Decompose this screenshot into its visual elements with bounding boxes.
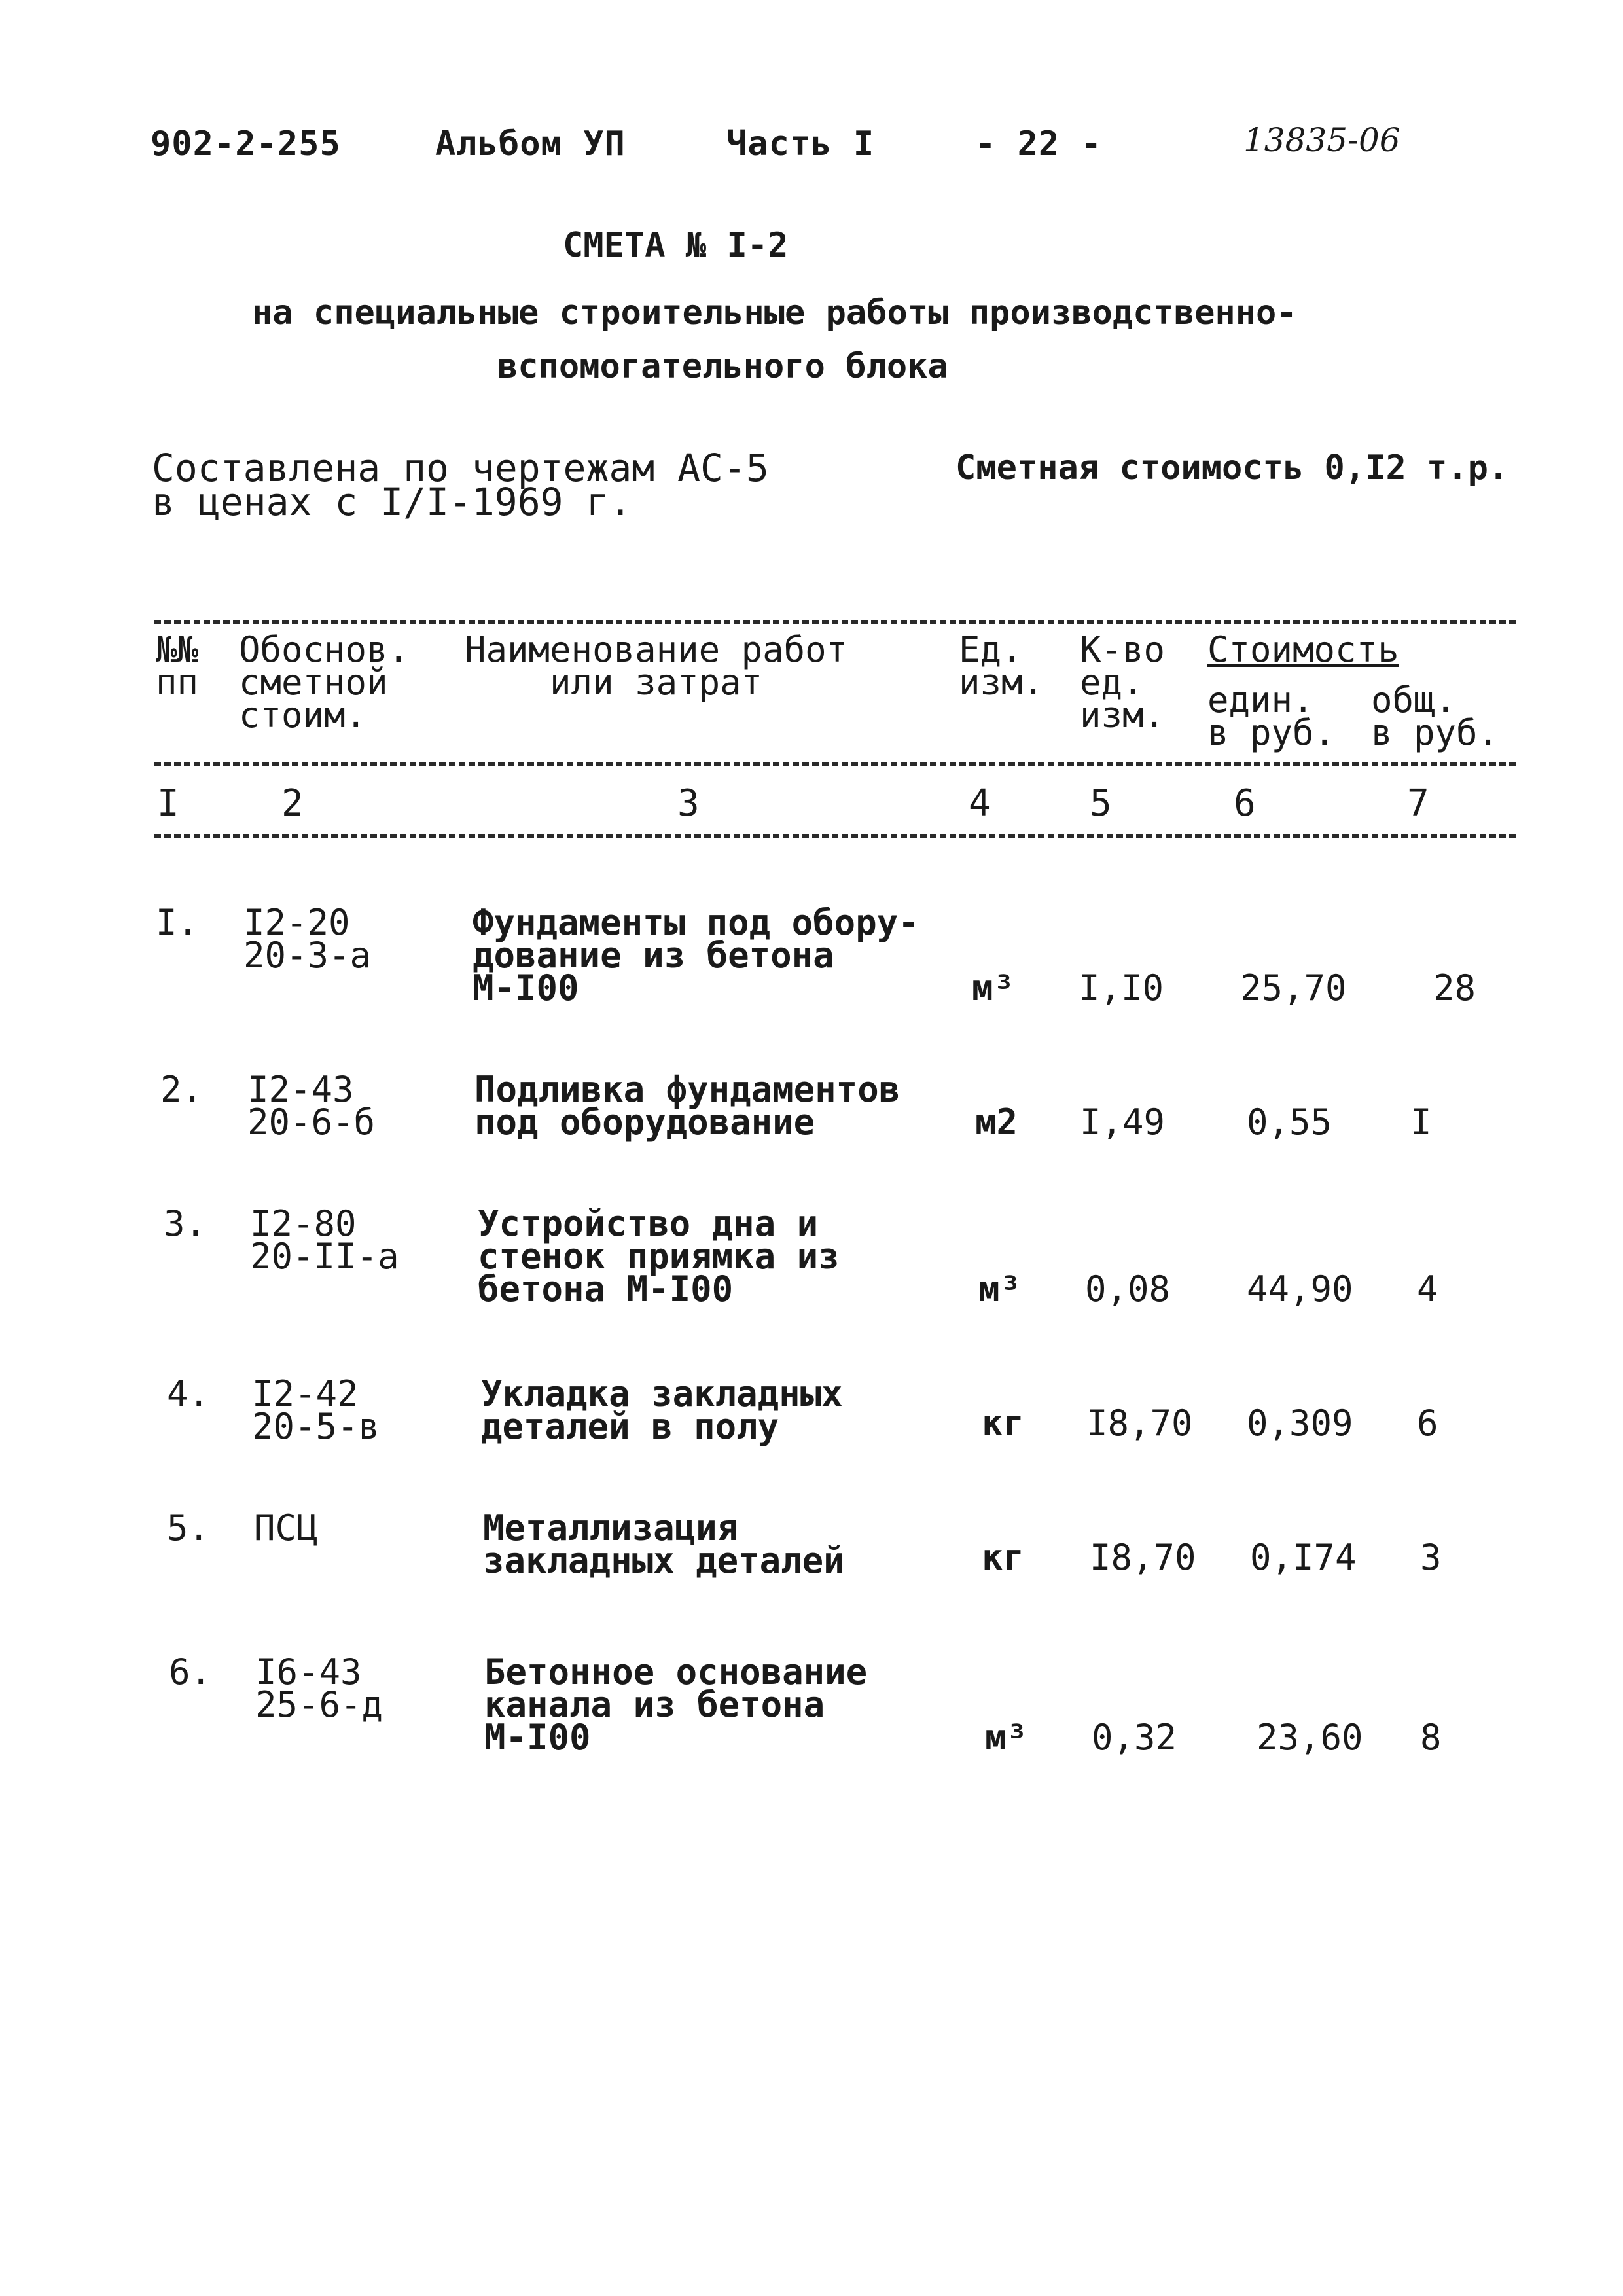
row-6-unit-price: 23,60 bbox=[1257, 1717, 1363, 1758]
row-5-qty: I8,70 bbox=[1090, 1537, 1196, 1578]
row-5-name: Металлизация закладных деталей bbox=[483, 1507, 845, 1581]
row-3-total: 4 bbox=[1417, 1268, 1438, 1310]
table-header-rule bbox=[154, 762, 1516, 766]
column-number-2: 2 bbox=[281, 782, 304, 825]
row-4-name: Укладка закладных деталей в полу bbox=[481, 1373, 843, 1447]
row-2-total: I bbox=[1410, 1102, 1432, 1143]
price-basis: в ценах с I/I-1969 г. bbox=[152, 480, 632, 524]
row-4-unit: кг bbox=[982, 1403, 1025, 1444]
estimate-subtitle-line1: на специальные строительные работы производственно- bbox=[252, 293, 1297, 332]
row-1-name: Фундаменты под обору- дование из бетона М-I00 bbox=[473, 902, 919, 1009]
row-4-basis: I2-42 20-5-в bbox=[252, 1373, 380, 1447]
row-4-unit-price: 0,309 bbox=[1247, 1403, 1353, 1444]
header-col-unit: Ед. изм. bbox=[959, 629, 1044, 703]
row-4-number: 4. bbox=[167, 1373, 210, 1414]
row-3-basis: I2-80 20-II-а bbox=[250, 1203, 399, 1277]
header-col-name: Наименование работ или затрат bbox=[465, 629, 848, 703]
row-1-qty: I,I0 bbox=[1079, 967, 1164, 1009]
row-2-name: Подливка фундаментов под оборудование bbox=[474, 1069, 901, 1143]
header-col-total: общ. в руб. bbox=[1371, 679, 1499, 753]
column-number-1: I bbox=[157, 782, 179, 825]
column-number-7: 7 bbox=[1407, 782, 1429, 825]
header-col-basis: Обоснов. сметной стоим. bbox=[239, 629, 410, 736]
row-1-total: 28 bbox=[1433, 967, 1476, 1009]
page-number: - 22 - bbox=[975, 124, 1102, 164]
row-1-basis: I2-20 20-3-а bbox=[243, 902, 372, 976]
column-number-5: 5 bbox=[1090, 782, 1112, 825]
header-cost-group: Стоимость bbox=[1207, 629, 1399, 670]
row-6-qty: 0,32 bbox=[1092, 1717, 1177, 1758]
header-col-number: №№ пп bbox=[156, 629, 199, 703]
row-2-basis: I2-43 20-6-б bbox=[247, 1069, 376, 1143]
row-1-number: I. bbox=[156, 902, 199, 943]
estimated-cost: Сметная стоимость 0,I2 т.р. bbox=[955, 448, 1509, 488]
row-5-total: 3 bbox=[1420, 1537, 1442, 1578]
row-3-number: 3. bbox=[164, 1203, 207, 1244]
row-2-qty: I,49 bbox=[1080, 1102, 1166, 1143]
row-5-unit-price: 0,I74 bbox=[1250, 1537, 1357, 1578]
compiled-by: Составлена по чертежам АС-5 bbox=[152, 446, 769, 490]
row-3-name: Устройство дна и стенок приямка из бетона М-I00 bbox=[478, 1203, 840, 1310]
row-2-number: 2. bbox=[160, 1069, 204, 1110]
estimate-title: СМЕТА № I-2 bbox=[563, 226, 789, 265]
row-4-total: 6 bbox=[1417, 1403, 1438, 1444]
album-label: Альбом УП bbox=[435, 124, 626, 164]
handwritten-number: 13835-06 bbox=[1243, 121, 1400, 159]
row-6-total: 8 bbox=[1420, 1717, 1442, 1758]
row-3-qty: 0,08 bbox=[1085, 1268, 1171, 1310]
row-6-unit: м³ bbox=[985, 1717, 1028, 1758]
row-1-unit-price: 25,70 bbox=[1240, 967, 1347, 1009]
row-3-unit-price: 44,90 bbox=[1247, 1268, 1353, 1310]
estimate-subtitle-line2: вспомогательного блока bbox=[497, 347, 948, 386]
part-label: Часть I bbox=[726, 124, 875, 164]
row-5-unit: кг bbox=[982, 1537, 1025, 1578]
row-6-basis: I6-43 25-6-д bbox=[255, 1651, 383, 1725]
row-1-unit: м³ bbox=[972, 967, 1015, 1009]
row-2-unit: м2 bbox=[975, 1102, 1018, 1143]
row-6-number: 6. bbox=[169, 1651, 212, 1693]
header-col-qty: К-во ед. изм. bbox=[1080, 629, 1166, 736]
row-6-name: Бетонное основание канала из бетона М-I00 bbox=[484, 1651, 868, 1758]
header-col-unit-price: един. в руб. bbox=[1207, 679, 1336, 753]
row-5-number: 5. bbox=[167, 1507, 210, 1549]
table-top-rule bbox=[154, 620, 1516, 624]
row-5-basis: ПСЦ bbox=[254, 1507, 318, 1549]
column-number-6: 6 bbox=[1234, 782, 1256, 825]
column-number-3: 3 bbox=[677, 782, 700, 825]
table-colnum-rule bbox=[154, 834, 1516, 838]
document-code: 902-2-255 bbox=[151, 124, 341, 164]
row-2-unit-price: 0,55 bbox=[1247, 1102, 1332, 1143]
row-3-unit: м³ bbox=[978, 1268, 1022, 1310]
row-4-qty: I8,70 bbox=[1086, 1403, 1193, 1444]
column-number-4: 4 bbox=[969, 782, 991, 825]
